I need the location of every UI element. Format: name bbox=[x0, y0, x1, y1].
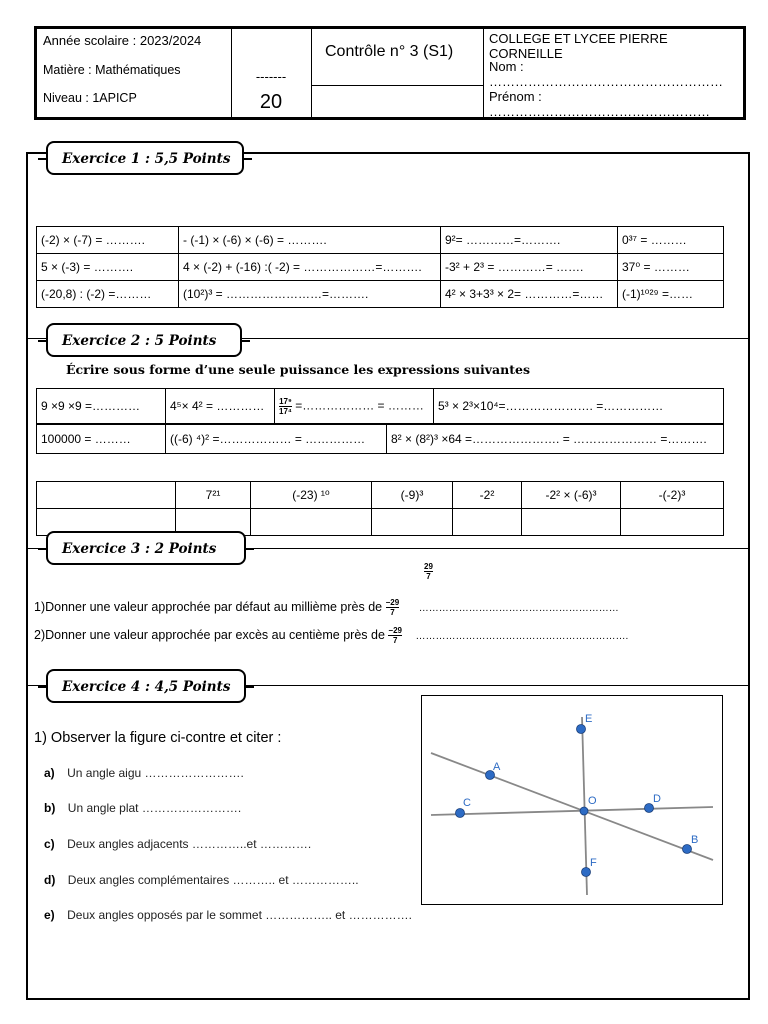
point-label: D bbox=[653, 793, 661, 805]
point-label: O bbox=[588, 795, 597, 807]
name-field[interactable]: Nom : ……………………………………………… bbox=[489, 59, 723, 89]
student-cell bbox=[483, 29, 743, 117]
table-cell[interactable]: 5³ × 2³×10⁴=…………………. =…………… bbox=[434, 389, 724, 424]
table-header: -2² bbox=[453, 482, 522, 509]
exercise-1-title: Exercice 1 : 5,5 Points bbox=[46, 141, 244, 175]
item-letter: d) bbox=[44, 873, 56, 887]
cell-text: =……………… = ……… bbox=[295, 398, 424, 413]
table-cell[interactable] bbox=[275, 389, 434, 424]
table-cell[interactable]: 4⁵× 4² = ………… bbox=[166, 389, 275, 424]
point-label: B bbox=[691, 834, 699, 846]
list-item bbox=[44, 906, 412, 924]
fraction-numerator: −29 bbox=[388, 626, 402, 635]
geometry-figure bbox=[421, 695, 723, 905]
table-cell[interactable] bbox=[251, 509, 372, 536]
fraction bbox=[388, 626, 402, 645]
table-row bbox=[37, 482, 724, 509]
exercise-1-table bbox=[36, 226, 724, 308]
item-letter: c) bbox=[44, 837, 55, 851]
header-box bbox=[34, 26, 746, 120]
table-cell[interactable] bbox=[453, 509, 522, 536]
exercise-2-table-2 bbox=[36, 424, 724, 454]
table-cell[interactable]: 100000 = ……… bbox=[37, 425, 166, 454]
school-year: Année scolaire : 2023/2024 bbox=[43, 33, 202, 48]
grade-cell bbox=[231, 29, 312, 117]
item-letter: b) bbox=[44, 801, 56, 815]
point-label: A bbox=[493, 761, 501, 773]
table-cell[interactable]: 8² × (8²)³ ×64 =…………………. = ………………… =………. bbox=[387, 425, 724, 454]
exercise-2-table-1 bbox=[36, 388, 724, 424]
school-name: COLLEGE ET LYCEE PIERRE CORNEILLE bbox=[489, 31, 668, 61]
list-item bbox=[44, 871, 359, 889]
table-cell[interactable]: (-20,8) : (-2) =……… bbox=[37, 281, 179, 308]
question-2 bbox=[34, 626, 628, 645]
point-o-marker bbox=[580, 807, 588, 815]
fraction-numerator: 29 bbox=[424, 562, 433, 571]
fraction bbox=[424, 562, 433, 581]
point-label: E bbox=[585, 713, 593, 725]
header-info-cell bbox=[37, 29, 232, 117]
table-row bbox=[37, 425, 724, 454]
table-header bbox=[37, 482, 176, 509]
item-text[interactable]: Un angle aigu ……………………. bbox=[67, 766, 244, 780]
table-cell[interactable]: (-2) × (-7) = ………. bbox=[37, 227, 179, 254]
subject: Matière : Mathématiques bbox=[43, 63, 181, 77]
grade-blank: ------- bbox=[255, 69, 287, 84]
fraction-numerator: −29 bbox=[385, 598, 400, 607]
table-header: 7²¹ bbox=[176, 482, 251, 509]
fraction bbox=[279, 397, 292, 416]
exercise-3-title: Exercice 3 : 2 Points bbox=[46, 531, 246, 565]
list-item bbox=[44, 799, 241, 817]
point-label: F bbox=[590, 857, 597, 869]
fraction-display bbox=[424, 562, 433, 581]
table-cell[interactable]: ((-6) ⁴)² =……………… = …………… bbox=[166, 425, 387, 454]
table-cell[interactable]: 9²= …………=………. bbox=[441, 227, 618, 254]
list-item bbox=[44, 764, 244, 782]
table-header: (-9)³ bbox=[372, 482, 453, 509]
fraction-denominator: 17⁴ bbox=[279, 406, 292, 416]
exercise-4-title: Exercice 4 : 4,5 Points bbox=[46, 669, 246, 703]
table-cell[interactable]: -3² + 2³ = …………= ……. bbox=[441, 254, 618, 281]
question-text: 2)Donner une valeur approchée par excès au centième près de bbox=[34, 627, 385, 642]
table-cell[interactable]: 9 ×9 ×9 =………… bbox=[37, 389, 166, 424]
exercise-2-instruction: Écrire sous forme d’une seule puissance les expressions suivantes bbox=[66, 362, 531, 377]
fraction-denominator: 7 bbox=[392, 636, 398, 645]
table-row bbox=[37, 254, 724, 281]
item-text[interactable]: Deux angles complémentaires ……….. et …………….. bbox=[67, 873, 359, 887]
table-cell[interactable]: 37⁰ = ……… bbox=[618, 254, 724, 281]
list-item bbox=[44, 835, 311, 853]
table-cell[interactable]: 4 × (-2) + (-16) :( -2) = ………………=………. bbox=[179, 254, 441, 281]
question-1 bbox=[34, 598, 619, 617]
table-header: -2² × (-6)³ bbox=[522, 482, 621, 509]
point-label: C bbox=[463, 797, 471, 809]
item-text[interactable]: Un angle plat ……………………. bbox=[67, 801, 242, 815]
table-row bbox=[37, 281, 724, 308]
table-cell[interactable] bbox=[621, 509, 724, 536]
table-cell[interactable] bbox=[522, 509, 621, 536]
table-cell[interactable] bbox=[372, 509, 453, 536]
level: Niveau : 1APICP bbox=[43, 91, 137, 105]
fraction-numerator: 17⁹ bbox=[279, 396, 292, 406]
table-cell[interactable]: 5 × (-3) = ………. bbox=[37, 254, 179, 281]
table-cell[interactable]: - (-1) × (-6) × (-6) = ………. bbox=[179, 227, 441, 254]
table-cell[interactable]: 4² × 3+3³ × 2= …………=…… bbox=[441, 281, 618, 308]
answer-blank[interactable]: ………………………………………………………. bbox=[415, 630, 629, 642]
exam-title: Contrôle n° 3 (S1) bbox=[325, 43, 454, 60]
exam-title-cell bbox=[311, 29, 484, 117]
fraction bbox=[386, 598, 400, 617]
item-text[interactable]: Deux angles adjacents …………..et …………. bbox=[67, 837, 312, 851]
point-c-marker bbox=[456, 809, 465, 818]
item-text[interactable]: Deux angles opposés par le sommet …………….. et ……………. bbox=[67, 908, 412, 922]
exercise-4-intro: 1) Observer la figure ci-contre et citer : bbox=[34, 730, 282, 746]
exercise-2-grid bbox=[36, 481, 724, 536]
table-row bbox=[37, 389, 724, 424]
table-cell[interactable]: (-1)¹⁰²⁹ =…… bbox=[618, 281, 724, 308]
exercise-2-title: Exercice 2 : 5 Points bbox=[46, 323, 242, 357]
fraction-denominator: 7 bbox=[426, 572, 431, 581]
fraction-denominator: 7 bbox=[390, 608, 395, 617]
question-text: 1)Donner une valeur approchée par défaut au millième près de bbox=[34, 599, 383, 614]
point-e-marker bbox=[577, 725, 586, 734]
item-letter: a) bbox=[44, 766, 55, 780]
table-header: -(-2)³ bbox=[621, 482, 724, 509]
first-name-field[interactable]: Prénom : …………………………………………… bbox=[489, 89, 710, 119]
table-row bbox=[37, 227, 724, 254]
table-header: (-23) ¹⁰ bbox=[251, 482, 372, 509]
grade-total: 20 bbox=[259, 91, 283, 113]
item-letter: e) bbox=[44, 908, 55, 922]
answer-blank[interactable]: …………………………………………………… bbox=[418, 602, 619, 614]
table-cell[interactable]: 0³⁷ = ……… bbox=[618, 227, 724, 254]
divider bbox=[311, 85, 483, 86]
table-cell[interactable]: (10²)³ = ……………………=………. bbox=[179, 281, 441, 308]
